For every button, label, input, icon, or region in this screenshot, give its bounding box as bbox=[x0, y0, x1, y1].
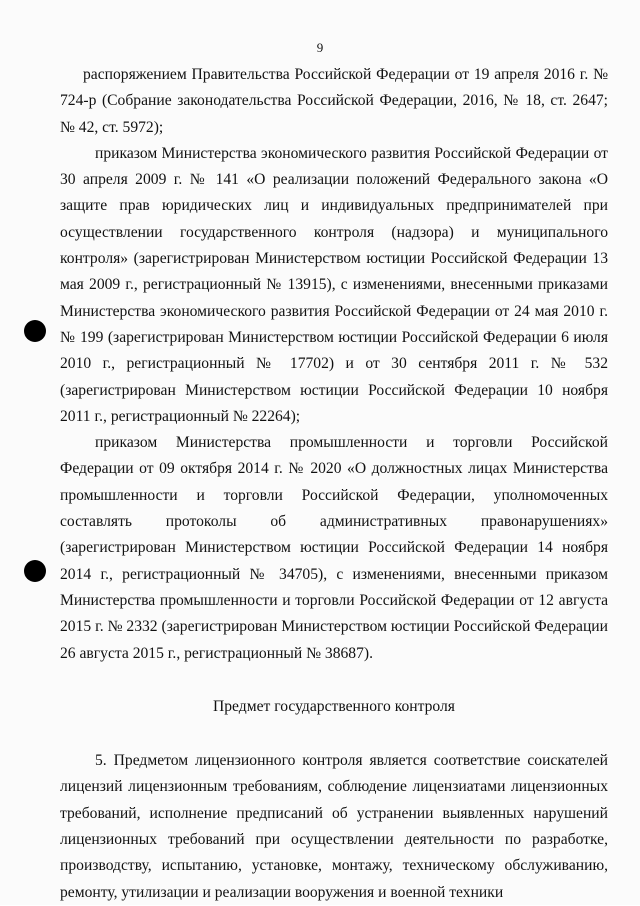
document-body bbox=[60, 62, 608, 906]
paragraph-government-order: распоряжением Правительства Российской Федерации от 19 апреля 2016 г. № 724-р (Собрание законодательства Российской Федерации, 2016, № 18, ст. 2647; № 42, ст. 5972); bbox=[60, 66, 608, 136]
paragraph-item-5: 5. Предметом лицензионного контроля является соответствие соискателей лицензий лицензионным требованиям, соблюдение лицензиатами лицензионных требований, исполнение предписаний об устранении выявленных нарушений лицензионных требований при осуществлении деятельности по разработке, производству, испытанию, установке, монтажу, техническому обслуживанию, ремонту, утилизации и реализации вооружения и военной техники bbox=[60, 752, 608, 901]
punch-hole-mark bbox=[24, 320, 46, 342]
section-heading: Предмет государственного контроля bbox=[213, 697, 455, 715]
paragraph-industry-ministry-order: приказом Министерства промышленности и торговли Российской Федерации от 09 октября 2014 г. № 2020 «О должностных лицах Министерства промышленности и торговли Российской Федерации, уполномоченных составлять протоколы об административных правонарушениях» (зарегистрирован Министерством юстиции Российской Федерации 14 ноября 2014 г., регистрационный № 34705), с изменениями, внесенными приказом Министерства промышленности и торговли Российской Федерации от 12 августа 2015 г. № 2332 (зарегистрирован Министерством юстиции Российской Федерации 26 августа 2015 г., регистрационный № 38687). bbox=[60, 434, 608, 662]
punch-hole-mark bbox=[24, 560, 46, 582]
paragraph-economic-ministry-order: приказом Министерства экономического развития Российской Федерации от 30 апреля 2009 г. № 141 «О реализации положений Федерального закона «О защите прав юридических лиц и индивидуальных предпринимателей при осуществлении государственного контроля (надзора) и муниципального контроля» (зарегистрирован Министерством юстиции Российской Федерации 13 мая 2009 г., регистрационный № 13915), с изменениями, внесенными приказами Министерства экономического развития Российской Федерации от 24 мая 2010 г. № 199 (зарегистрирован Министерством юстиции Российской Федерации 6 июля 2010 г., регистрационный № 17702) и от 30 сентября 2011 г. № 532 (зарегистрирован Министерством юстиции Российской Федерации 10 ноября 2011 г., регистрационный № 22264); bbox=[60, 144, 608, 425]
page-number: 9 bbox=[316, 40, 324, 55]
